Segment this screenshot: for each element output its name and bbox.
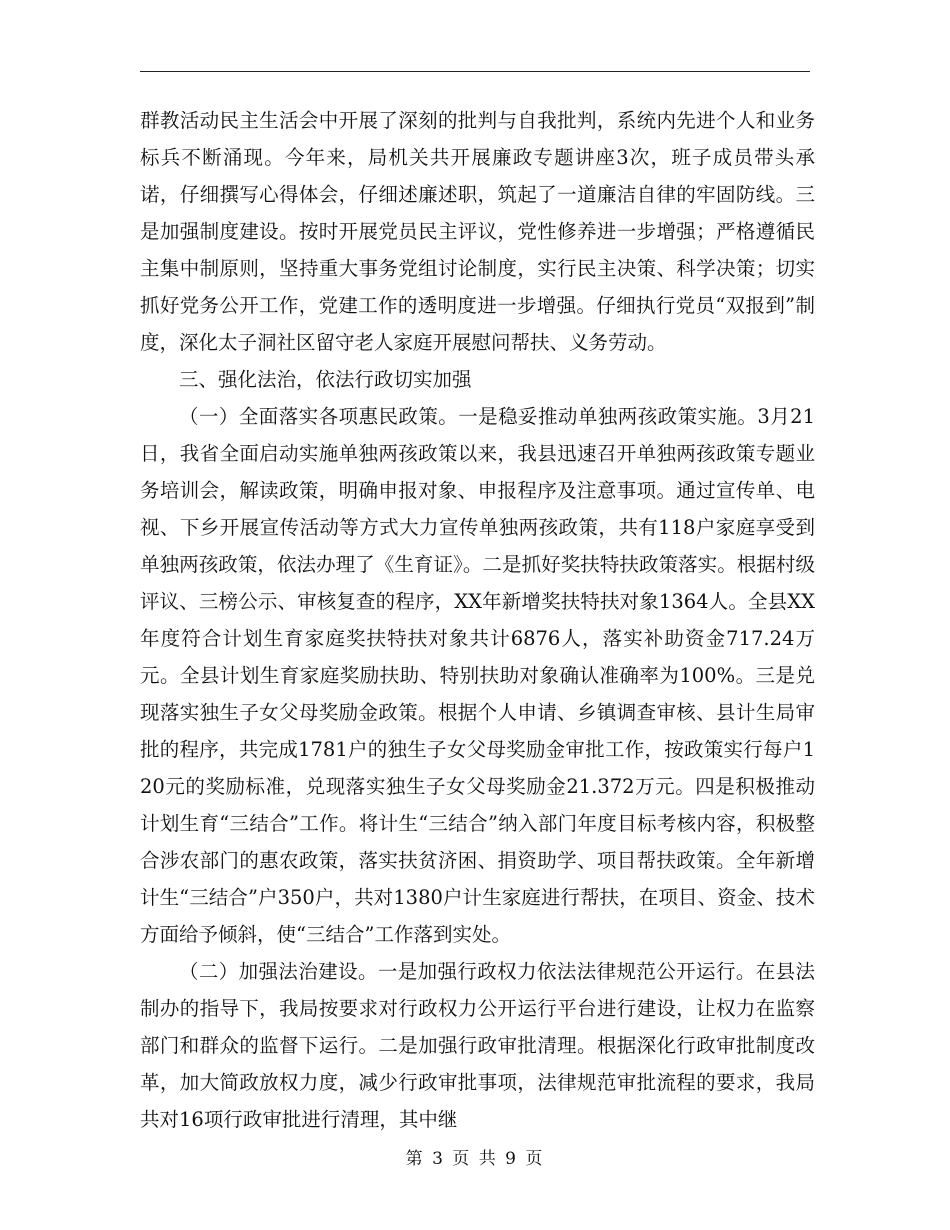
paragraph-1: 群教活动民主生活会中开展了深刻的批判与自我批判，系统内先进个人和业务标兵不断涌现。今年来，局机关共开展廉政专题讲座3次，班子成员带头承诺，仔细撰写心得体会，仔细述廉述职，筑起了一道廉洁自律的牢固防线。三是加强制度建设。按时开展党员民主评议，党性修养进一步增强；严格遵循民主集中制原则，坚持重大事务党组讨论制度，实行民主决策、科学决策；切实抓好党务公开工作，党建工作的透明度进一步增强。仔细执行党员“双报到”制度，深化太子洞社区留守老人家庭开展慰问帮扶、义务劳动。 (140, 109, 815, 354)
paragraph-policy: （一）全面落实各项惠民政策。一是稳妥推动单独两孩政策实施。3月21日，我省全面启动实施单独两孩政策以来，我县迅速召开单独两孩政策专题业务培训会，解读政策，明确申报对象、申报程序及注意事项。通过宣传单、电视、下乡开展宣传活动等方式大力宣传单独两孩政策，共有118户家庭享受到单独两孩政策，依法办理了《生育证》。二是抓好奖扶特扶政策落实。根据村级评议、三榜公示、审核复查的程序，XX年新增奖扶特扶对象1364人。全县XX年度符合计划生育家庭奖扶特扶对象共计6876人，落实补助资金717.24万元。全县计划生育家庭奖励扶助、特别扶助对象确认准确率为100%。三是兑现落实独生子女父母奖励金政策。根据个人申请、乡镇调查审核、县计生局审批的程序，共完成1781户的独生子女父母奖励金审批工作，按政策实行每户120元的奖励标准，兑现落实独生子女父母奖励金21.372万元。四是积极推动计划生育“三结合”工作。将计生“三结合”纳入部门年度目标考核内容，积极整合涉农部门的惠农政策，落实扶贫济困、捐资助学、项目帮扶政策。全年新增计生“三结合”户350户，共对1380户计生家庭进行帮扶，在项目、资金、技术方面给予倾斜，使“三结合”工作落到实处。 (140, 405, 815, 946)
document-body (140, 102, 815, 1138)
paragraph-rule-of-law: （二）加强法治建设。一是加强行政权力依法法律规范公开运行。在县法制办的指导下，我局按要求对行政权力公开运行平台进行建设，让权力在监察部门和群众的监督下运行。二是加强行政审批清理。根据深化行政审批制度改革，加大简政放权力度，减少行政审批事项，法律规范审批流程的要求，我局共对16项行政审批进行清理，其中继 (140, 960, 815, 1131)
header-rule (140, 71, 810, 72)
page-number: 第 3 页 共 9 页 (405, 1149, 545, 1169)
section-heading: 三、强化法治，依法行政切实加强 (179, 368, 472, 391)
